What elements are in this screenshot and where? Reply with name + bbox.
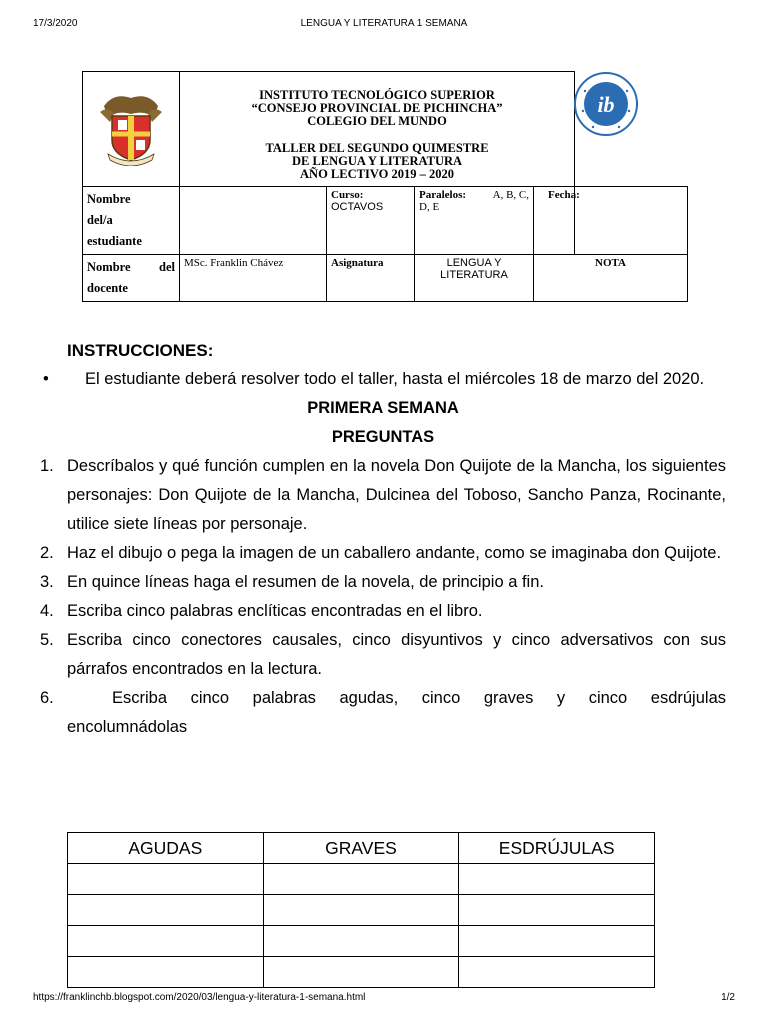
curso-label: Curso: — [331, 189, 364, 201]
header-table — [82, 71, 688, 302]
question-item: 4. Escriba cinco palabras enclíticas encontradas en el libro. — [40, 597, 726, 626]
teacher-label: Nombre del — [87, 260, 175, 274]
document-body — [40, 336, 726, 742]
paralelos-label: Paralelos: — [419, 189, 467, 201]
print-date: 17/3/2020 — [33, 18, 78, 29]
teacher-label-cell: Nombre del docente — [83, 255, 180, 302]
table-row — [68, 864, 655, 895]
table-cell[interactable] — [68, 895, 264, 926]
print-title: LENGUA Y LITERATURA 1 SEMANA — [300, 18, 468, 29]
question-text: Escriba cinco conectores causales, cinco disyuntivos y cinco adversativos con sus párrafos encontrados en la lectura. — [67, 631, 726, 678]
student-name-field[interactable] — [180, 187, 327, 255]
asignatura-value: LENGUA Y — [446, 257, 502, 269]
footer-url[interactable]: https://franklinchb.blogspot.com/2020/03/lengua-y-literatura-1-semana.html — [33, 992, 366, 1003]
teacher-name: MSc. Franklin Chávez — [184, 257, 284, 269]
instruction-text: El estudiante deberá resolver todo el taller, hasta el miércoles 18 de marzo del 2020. — [85, 370, 705, 388]
fecha-field[interactable] — [575, 187, 688, 255]
question-text: Escriba cinco palabras enclíticas encontradas en el libro. — [67, 602, 483, 620]
instruction-item — [40, 365, 726, 394]
footer-page-number: 1/2 — [721, 992, 735, 1003]
column-header-esdrujulas: ESDRÚJULAS — [459, 833, 655, 864]
nota-label: NOTA — [595, 257, 626, 269]
table-cell[interactable] — [263, 957, 459, 988]
question-text: Descríbalos y qué función cumplen en la novela Don Quijote de la Mancha, los siguientes personajes: Don Quijote de la Mancha, Dulcinea del Toboso, Sancho Panza, Rocinante, utilice siete líneas por personaje. — [67, 457, 726, 533]
table-row — [68, 957, 655, 988]
column-header-agudas: AGUDAS — [68, 833, 264, 864]
workshop-line: AÑO LECTIVO 2019 – 2020 — [300, 167, 454, 181]
nota-cell — [534, 255, 688, 302]
words-table — [67, 832, 655, 988]
table-cell[interactable] — [68, 864, 264, 895]
questions-title: PREGUNTAS — [331, 428, 435, 446]
question-item: 5. Escriba cinco conectores causales, cinco disyuntivos y cinco adversativos con sus párrafos encontrados en la lectura. — [40, 626, 726, 684]
bullet-icon: • — [43, 370, 49, 388]
institution-line: COLEGIO DEL MUNDO — [307, 114, 447, 128]
paralelos-value-2: D, E — [419, 201, 440, 213]
paralelos-value: A, B, C, — [492, 189, 529, 201]
question-item: 3. En quince líneas haga el resumen de la novela, de principio a fin. — [40, 568, 726, 597]
question-item: 6. Escriba cinco palabras agudas, cinco graves y cinco esdrújulas encolumnádolas — [40, 684, 726, 742]
table-cell[interactable] — [68, 957, 264, 988]
question-text: En quince líneas haga el resumen de la novela, de principio a fin. — [67, 573, 544, 591]
institution-line: “CONSEJO PROVINCIAL DE PICHINCHA” — [251, 101, 503, 115]
question-text-cont: encolumnádolas — [67, 718, 188, 736]
student-label: Nombre del/a estudiante — [87, 192, 142, 248]
asignatura-value-cell: LENGUA Y LITERATURA — [415, 255, 534, 302]
paralelos-cell — [415, 187, 534, 255]
section-title: PRIMERA SEMANA — [307, 399, 459, 417]
curso-value: OCTAVOS — [331, 201, 384, 213]
table-cell[interactable] — [459, 895, 655, 926]
curso-cell — [327, 187, 415, 255]
asignatura-label: Asignatura — [331, 257, 384, 269]
question-text: Haz el dibujo o pega la imagen de un caballero andante, como se imaginaba don Quijote. — [67, 544, 722, 562]
fecha-label: Fecha: — [548, 189, 580, 201]
school-crest-icon — [96, 88, 166, 166]
table-cell[interactable] — [263, 895, 459, 926]
fecha-cell — [534, 187, 580, 255]
table-cell[interactable] — [68, 926, 264, 957]
teacher-name-cell — [180, 255, 327, 302]
question-item: 2. Haz el dibujo o pega la imagen de un caballero andante, como se imaginaba don Quijote. — [40, 539, 726, 568]
table-cell[interactable] — [459, 957, 655, 988]
question-item: 1. Descríbalos y qué función cumplen en la novela Don Quijote de la Mancha, los siguientes personajes: Don Quijote de la Mancha, Dulcinea del Toboso, Sancho Panza, Rocinante, utilice siete líneas por personaje. — [40, 452, 726, 539]
ib-world-school-icon — [573, 71, 639, 137]
institution-line: INSTITUTO TECNOLÓGICO SUPERIOR — [259, 88, 495, 102]
table-row — [68, 895, 655, 926]
instructions-title: INSTRUCCIONES: — [67, 341, 214, 360]
ib-logo-cell — [575, 72, 688, 187]
column-header-graves: GRAVES — [263, 833, 459, 864]
school-crest-cell — [83, 72, 180, 187]
table-cell[interactable] — [263, 926, 459, 957]
workshop-line: TALLER DEL SEGUNDO QUIMESTRE — [265, 141, 489, 155]
table-row — [68, 926, 655, 957]
table-cell[interactable] — [459, 926, 655, 957]
table-cell[interactable] — [263, 864, 459, 895]
table-cell[interactable] — [459, 864, 655, 895]
institution-cell — [180, 72, 575, 187]
question-text: Escriba cinco palabras agudas, cinco graves y cinco esdrújulas — [112, 689, 726, 707]
asignatura-cell — [327, 255, 415, 302]
svg-text:ib: ib — [597, 91, 615, 117]
student-label-cell — [83, 187, 180, 255]
workshop-line: DE LENGUA Y LITERATURA — [291, 154, 463, 168]
